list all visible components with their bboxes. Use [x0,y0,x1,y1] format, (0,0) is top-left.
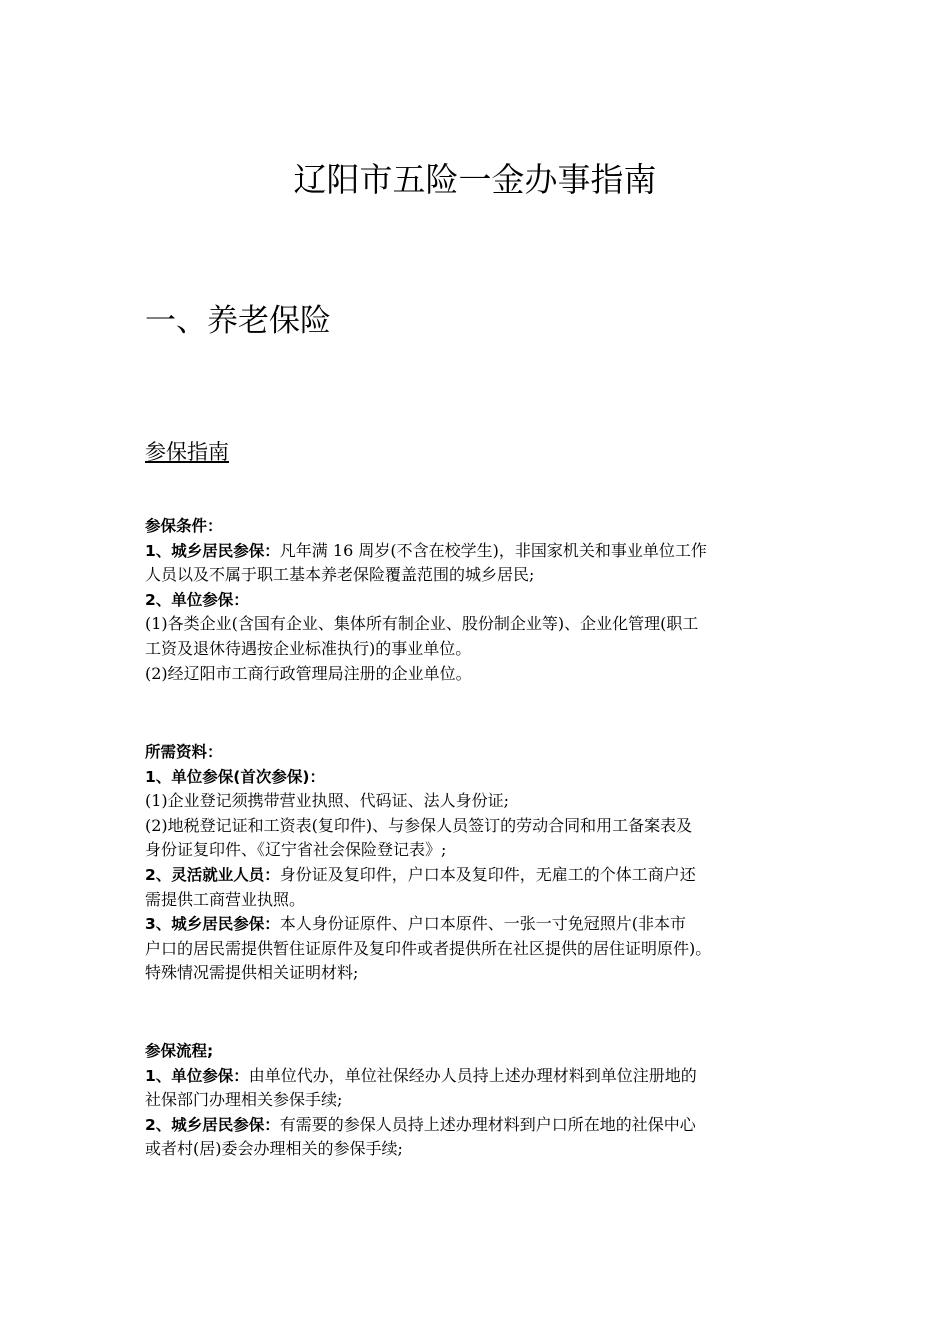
material-item-3-text: 本人身份证原件、户口本原件、一张一寸免冠照片(非本市 [279,914,687,934]
condition-item-2-label: 2、单位参保： [145,590,249,609]
subheading-insurance-guide: 参保指南 [145,440,229,464]
conditions-section [145,514,825,686]
condition-item-2-point-1-cont: 工资及退休待遇按企业标准执行)的事业单位。 [145,638,472,658]
process-item-2-text-cont: 或者村(居)委会办理相关的参保手续; [145,1139,403,1159]
section-heading-pension: 一、养老保险 [145,303,331,339]
process-item-1-label: 1、单位参保： [145,1066,249,1085]
material-item-3-text-cont-2: 特殊情况需提供相关证明材料; [145,963,359,983]
condition-item-1-text-cont: 人员以及不属于职工基本养老保险覆盖范围的城乡居民; [145,565,535,585]
process-section [145,1039,825,1162]
material-item-3 [145,912,825,937]
condition-item-1-text: 凡年满 16 周岁(不含在校学生)，非国家机关和事业单位工作 [279,540,707,560]
material-item-3-label: 3、城乡居民参保： [145,915,280,934]
material-item-1-point-2-cont: 身份证复印件、《辽宁省社会保险登记表》; [145,840,447,860]
condition-item-2-point-1: (1)各类企业(含国有企业、集体所有制企业、股份制企业等)、企业化管理(职工 [145,614,699,634]
process-item-1-text: 由单位代办，单位社保经办人员持上述办理材料到单位注册地的 [248,1065,697,1085]
material-item-1-point-1: (1)企业登记须携带营业执照、代码证、法人身份证; [145,791,510,811]
condition-item-1 [145,539,825,564]
process-heading: 参保流程; [145,1042,214,1060]
process-item-2-text: 有需要的参保人员持上述办理材料到户口所在地的社保中心 [279,1114,696,1134]
process-item-1-text-cont: 社保部门办理相关参保手续; [145,1090,343,1110]
conditions-heading: 参保条件： [145,517,223,535]
document-title: 辽阳市五险一金办事指南 [293,160,657,199]
condition-item-1-label: 1、城乡居民参保： [145,541,280,560]
material-item-1-label: 1、单位参保(首次参保)： [145,767,325,786]
material-item-2-text-cont: 需提供工商营业执照。 [145,889,306,909]
material-item-2-label: 2、灵活就业人员： [145,865,280,884]
process-item-1 [145,1064,825,1089]
condition-item-2-point-2: (2)经辽阳市工商行政管理局注册的企业单位。 [145,663,472,683]
process-item-2 [145,1113,825,1138]
process-item-2-label: 2、城乡居民参保： [145,1115,280,1134]
material-item-2 [145,863,825,888]
materials-heading: 所需资料： [145,743,223,761]
material-item-1-point-2: (2)地税登记证和工资表(复印件)、与参保人员签订的劳动合同和用工备案表及 [145,815,693,835]
material-item-3-text-cont: 户口的居民需提供暂住证原件及复印件或者提供所在社区提供的居住证明原件)。 [145,938,712,958]
material-item-2-text: 身份证及复印件，户口本及复印件，无雇工的个体工商户还 [279,864,696,884]
materials-section [145,740,825,986]
